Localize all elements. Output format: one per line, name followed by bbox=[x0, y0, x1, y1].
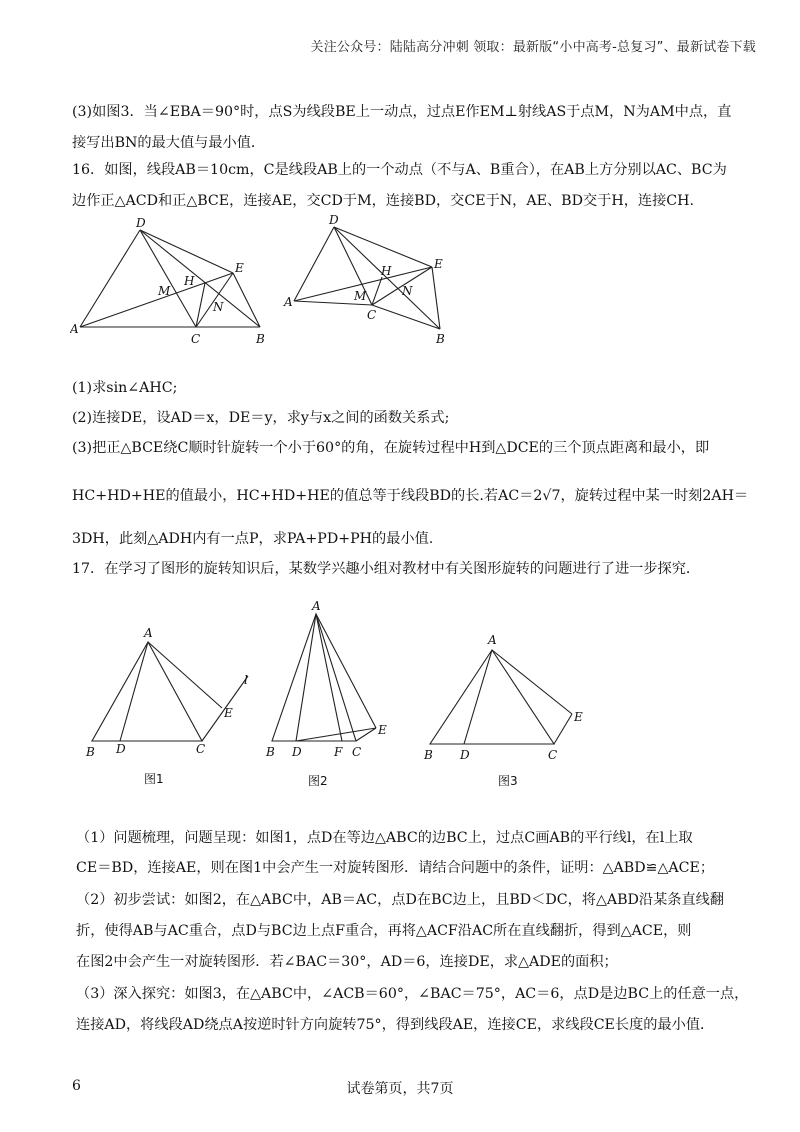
q17-fig1-label-c: C bbox=[196, 742, 206, 756]
text-line-2: 接写出BN的最大值与最小值． bbox=[72, 135, 266, 151]
q17-part-2-line-2: 折，使得AB与AC重合，点D与BC边上点F重合，再将△ACF沿AC所在直线翻折，得到△ACE，则 bbox=[76, 923, 692, 939]
q17-part-1-line-1: （1）问题梳理，问题呈现：如图1，点D在等边△ABC的边BC上，过点C画AB的平行线l，在l上取 bbox=[76, 830, 693, 846]
q17-fig2-label-a: A bbox=[312, 599, 321, 613]
q17-fig1-label-e: E bbox=[224, 706, 233, 720]
q17-fig3-label-c: C bbox=[548, 748, 558, 762]
q17-intro: 17．在学习了图形的旋转知识后，某数学兴趣小组对教材中有关图形旋转的问题进行了进一步探究． bbox=[72, 561, 701, 577]
q17-figure bbox=[80, 596, 600, 796]
q17-fig3-label-b: B bbox=[424, 748, 433, 762]
page-header: 关注公众号：陆陆高分冲刺 领取：最新版“小中高考-总复习”、最新试卷下载 bbox=[310, 40, 756, 55]
q16-part-3-line-1: (3)把正△BCE绕C顺时针旋转一个小于60°的角，在旋转过程中H到△DCE的三个顶点距离和最小，即 bbox=[72, 440, 710, 456]
q16-part-3-line-3: 3DH，此刻△ADH内有一点P，求PA+PD+PH的最小值. bbox=[72, 531, 434, 547]
q17-fig1-label-d: D bbox=[116, 742, 126, 756]
q17-part-3-line-2: 连接AD，将线段AD绕点A按逆时针方向旋转75°，得到线段AE，连接CE，求线段CE长度的最小值． bbox=[76, 1017, 715, 1033]
q17-fig2-label-c: C bbox=[352, 745, 362, 759]
q16-line-1: 16．如图，线段AB＝10cm，C是线段AB上的一个动点（不与A、B重合），在AB上方分别以AC、BC为 bbox=[72, 162, 727, 178]
q17-fig1-diagram bbox=[85, 626, 248, 786]
q17-fig2-label-e: E bbox=[378, 723, 387, 737]
q17-part-1-line-2: CE＝BD，连接AE，则在图1中会产生一对旋转图形．请结合问题中的条件，证明：△ABD≌△ACE； bbox=[76, 860, 715, 876]
q16-left-label-e: E bbox=[235, 261, 244, 275]
q16-part-2: (2)连接DE，设AD＝x，DE＝y，求y与x之间的函数关系式; bbox=[72, 410, 450, 426]
q16-left-label-n: N bbox=[213, 300, 224, 314]
q17-part-2-line-3: 在图2中会产生一对旋转图形．若∠BAC＝30°，AD＝6，连接DE，求△ADE的面积； bbox=[76, 954, 618, 970]
page-footer-label: 试卷第页，共7页 bbox=[346, 1081, 454, 1097]
q16-left-diagram bbox=[70, 216, 265, 346]
q17-fig1-caption: 图1 bbox=[144, 772, 164, 786]
q17-fig3-label-e: E bbox=[574, 710, 583, 724]
text-line-1: (3)如图3．当∠EBA＝90°时，点S为线段BE上一动点，过点E作EM⊥射线AS于点M，N为AM中点，直 bbox=[72, 104, 732, 120]
q16-left-label-a: A bbox=[70, 322, 79, 336]
q16-left-label-d: D bbox=[136, 216, 146, 230]
q17-fig1-label-a: A bbox=[144, 626, 153, 640]
q16-right-label-c: C bbox=[367, 308, 377, 322]
q16-right-label-m: M bbox=[354, 289, 367, 303]
q16-right-label-n: N bbox=[402, 284, 413, 298]
q16-right-label-a: A bbox=[284, 295, 293, 309]
q17-part-3-line-1: （3）深入探究：如图3，在△ABC中，∠ACB＝60°，∠BAC＝75°，AC＝6，点D是边BC上的任意一点， bbox=[76, 986, 749, 1002]
q16-left-label-b: B bbox=[256, 332, 265, 346]
q16-line-2: 边作正△ACD和正△BCE，连接AE，交CD于M，连接BD，交CE于N，AE、BD交于H，连接CH. bbox=[72, 193, 695, 209]
q17-fig3-caption: 图3 bbox=[498, 774, 518, 788]
q16-left-label-h: H bbox=[184, 274, 195, 288]
q17-fig2-label-b: B bbox=[266, 745, 275, 759]
q16-right-diagram bbox=[283, 215, 445, 346]
q17-fig1-label-l: l bbox=[244, 673, 248, 687]
q17-part-2-line-1: （2）初步尝试：如图2，在△ABC中，AB＝AC，点D在BC边上，且BD＜DC，将△ABD沿某条直线翻 bbox=[76, 892, 725, 908]
q17-fig1-label-b: B bbox=[86, 745, 95, 759]
q17-fig3-diagram bbox=[423, 633, 583, 788]
page-number: 6 bbox=[72, 1078, 81, 1094]
q17-fig2-label-d: D bbox=[292, 745, 302, 759]
q16-right-label-e: E bbox=[434, 257, 443, 271]
q17-fig2-diagram bbox=[265, 599, 387, 788]
q16-right-label-h: H bbox=[381, 264, 392, 278]
q16-part-3-line-2: HC+HD+HE的值最小，HC+HD+HE的值总等于线段BD的长.若AC＝2√7，旋转过程中某一时刻2AH＝ bbox=[72, 488, 749, 504]
q16-left-label-m: M bbox=[158, 284, 171, 298]
q17-fig2-caption: 图2 bbox=[308, 774, 328, 788]
q16-figure bbox=[70, 215, 470, 350]
q16-right-label-b: B bbox=[436, 332, 445, 346]
q16-part-1: (1)求sin∠AHC; bbox=[72, 380, 178, 396]
q17-fig3-label-a: A bbox=[488, 633, 497, 647]
q17-fig3-label-d: D bbox=[460, 748, 470, 762]
q16-left-label-c: C bbox=[191, 332, 201, 346]
q16-right-label-d: D bbox=[329, 215, 339, 227]
q17-fig2-label-f: F bbox=[334, 745, 343, 759]
